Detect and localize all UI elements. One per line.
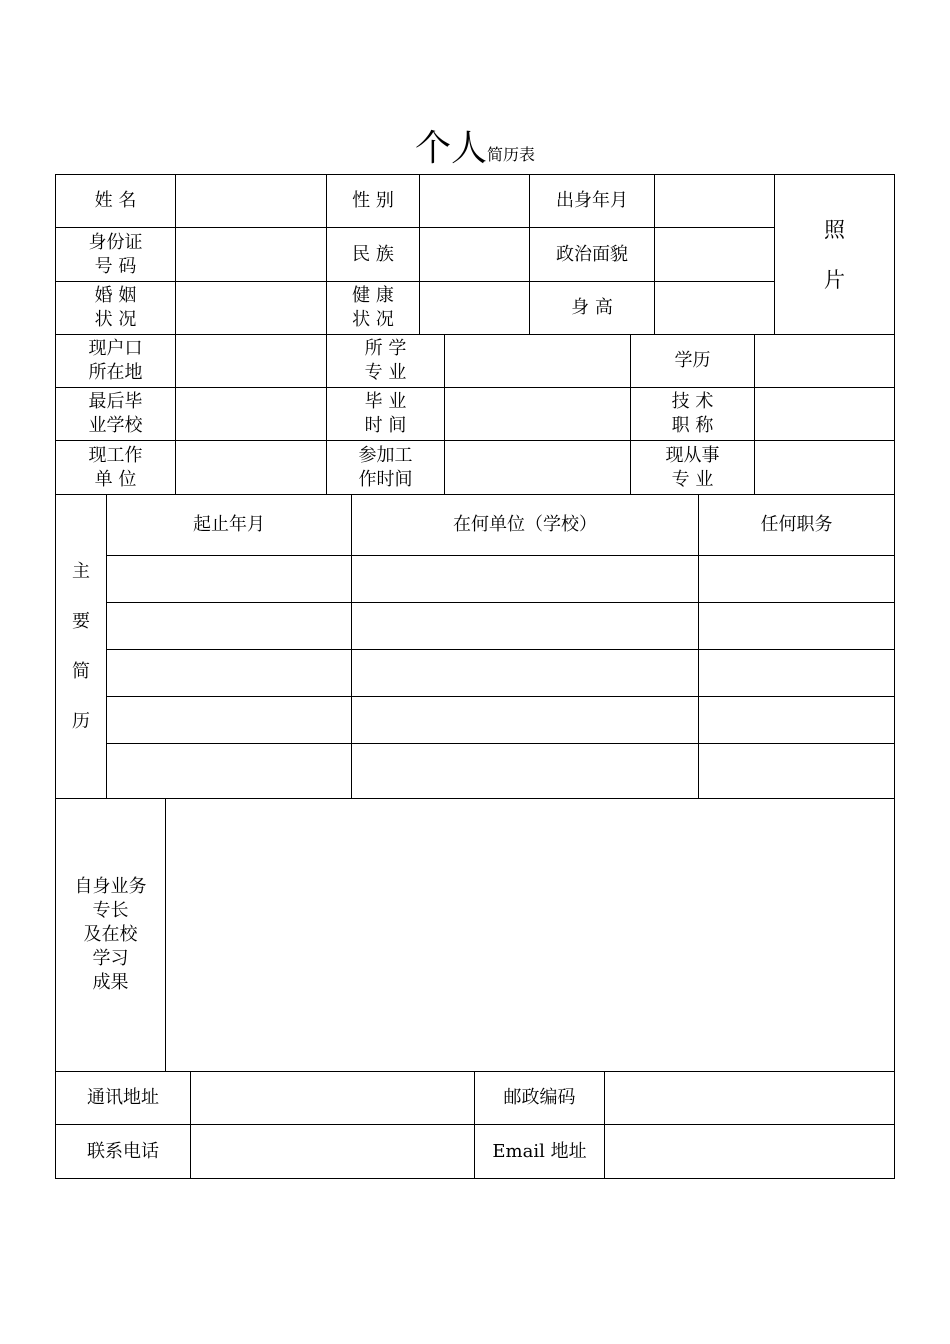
label-school: 最后毕 业学校 [55, 387, 176, 441]
label-address: 通讯地址 [55, 1071, 191, 1125]
label-marital: 婚 姻 状 况 [55, 281, 176, 335]
input-hukou[interactable] [175, 334, 327, 388]
table-row[interactable] [698, 555, 895, 603]
label-email: Email 地址 [474, 1124, 605, 1179]
input-id-number[interactable] [175, 227, 327, 282]
table-row[interactable] [106, 602, 352, 650]
input-current-field[interactable] [754, 440, 895, 495]
label-phone: 联系电话 [55, 1124, 191, 1179]
label-postcode: 邮政编码 [474, 1071, 605, 1125]
label-gender: 性 别 [326, 174, 420, 228]
label-birth: 出身年月 [529, 174, 655, 228]
input-expertise[interactable] [165, 798, 895, 1072]
input-phone[interactable] [190, 1124, 475, 1179]
label-political-status: 政治面貌 [529, 227, 655, 282]
label-title-rank: 技 术 职 称 [630, 387, 755, 441]
label-hukou: 现户口 所在地 [55, 334, 176, 388]
input-birth[interactable] [654, 174, 775, 228]
input-school[interactable] [175, 387, 327, 441]
table-row[interactable] [351, 743, 699, 799]
table-row[interactable] [351, 696, 699, 744]
table-row[interactable] [351, 555, 699, 603]
label-major: 所 学 专 业 [326, 334, 445, 388]
table-row[interactable] [106, 649, 352, 697]
table-row[interactable] [698, 743, 895, 799]
label-id-number: 身份证 号 码 [55, 227, 176, 282]
label-employer: 现工作 单 位 [55, 440, 176, 495]
page-title [0, 126, 950, 172]
table-row[interactable] [351, 649, 699, 697]
resume-header-unit: 在何单位（学校） [351, 494, 699, 556]
title-sub: 简历表 [487, 145, 536, 164]
label-current-field: 现从事 专 业 [630, 440, 755, 495]
label-education: 学历 [630, 334, 755, 388]
photo-box[interactable]: 照 片 [774, 174, 895, 335]
input-major[interactable] [444, 334, 631, 388]
input-grad-time[interactable] [444, 387, 631, 441]
input-name[interactable] [175, 174, 327, 228]
input-work-start[interactable] [444, 440, 631, 495]
table-row[interactable] [351, 602, 699, 650]
input-education[interactable] [754, 334, 895, 388]
label-name: 姓 名 [55, 174, 176, 228]
input-gender[interactable] [419, 174, 530, 228]
label-ethnicity: 民 族 [326, 227, 420, 282]
input-postcode[interactable] [604, 1071, 895, 1125]
table-row[interactable] [106, 696, 352, 744]
resume-form [55, 174, 895, 1179]
input-height[interactable] [654, 281, 775, 335]
input-title-rank[interactable] [754, 387, 895, 441]
label-height: 身 高 [529, 281, 655, 335]
input-employer[interactable] [175, 440, 327, 495]
table-row[interactable] [698, 696, 895, 744]
input-health[interactable] [419, 281, 530, 335]
label-work-start: 参加工 作时间 [326, 440, 445, 495]
table-row[interactable] [698, 649, 895, 697]
resume-header-position: 任何职务 [698, 494, 895, 556]
input-political-status[interactable] [654, 227, 775, 282]
input-ethnicity[interactable] [419, 227, 530, 282]
label-health: 健 康 状 况 [326, 281, 420, 335]
resume-header-period: 起止年月 [106, 494, 352, 556]
table-row[interactable] [106, 555, 352, 603]
table-row[interactable] [698, 602, 895, 650]
label-expertise: 自身业务 专长 及在校 学习 成果 [55, 798, 166, 1072]
input-marital[interactable] [175, 281, 327, 335]
input-email[interactable] [604, 1124, 895, 1179]
title-main: 个人 [414, 128, 487, 169]
label-grad-time: 毕 业 时 间 [326, 387, 445, 441]
resume-side-label: 主 要 简 历 [55, 494, 107, 799]
table-row[interactable] [106, 743, 352, 799]
input-address[interactable] [190, 1071, 475, 1125]
